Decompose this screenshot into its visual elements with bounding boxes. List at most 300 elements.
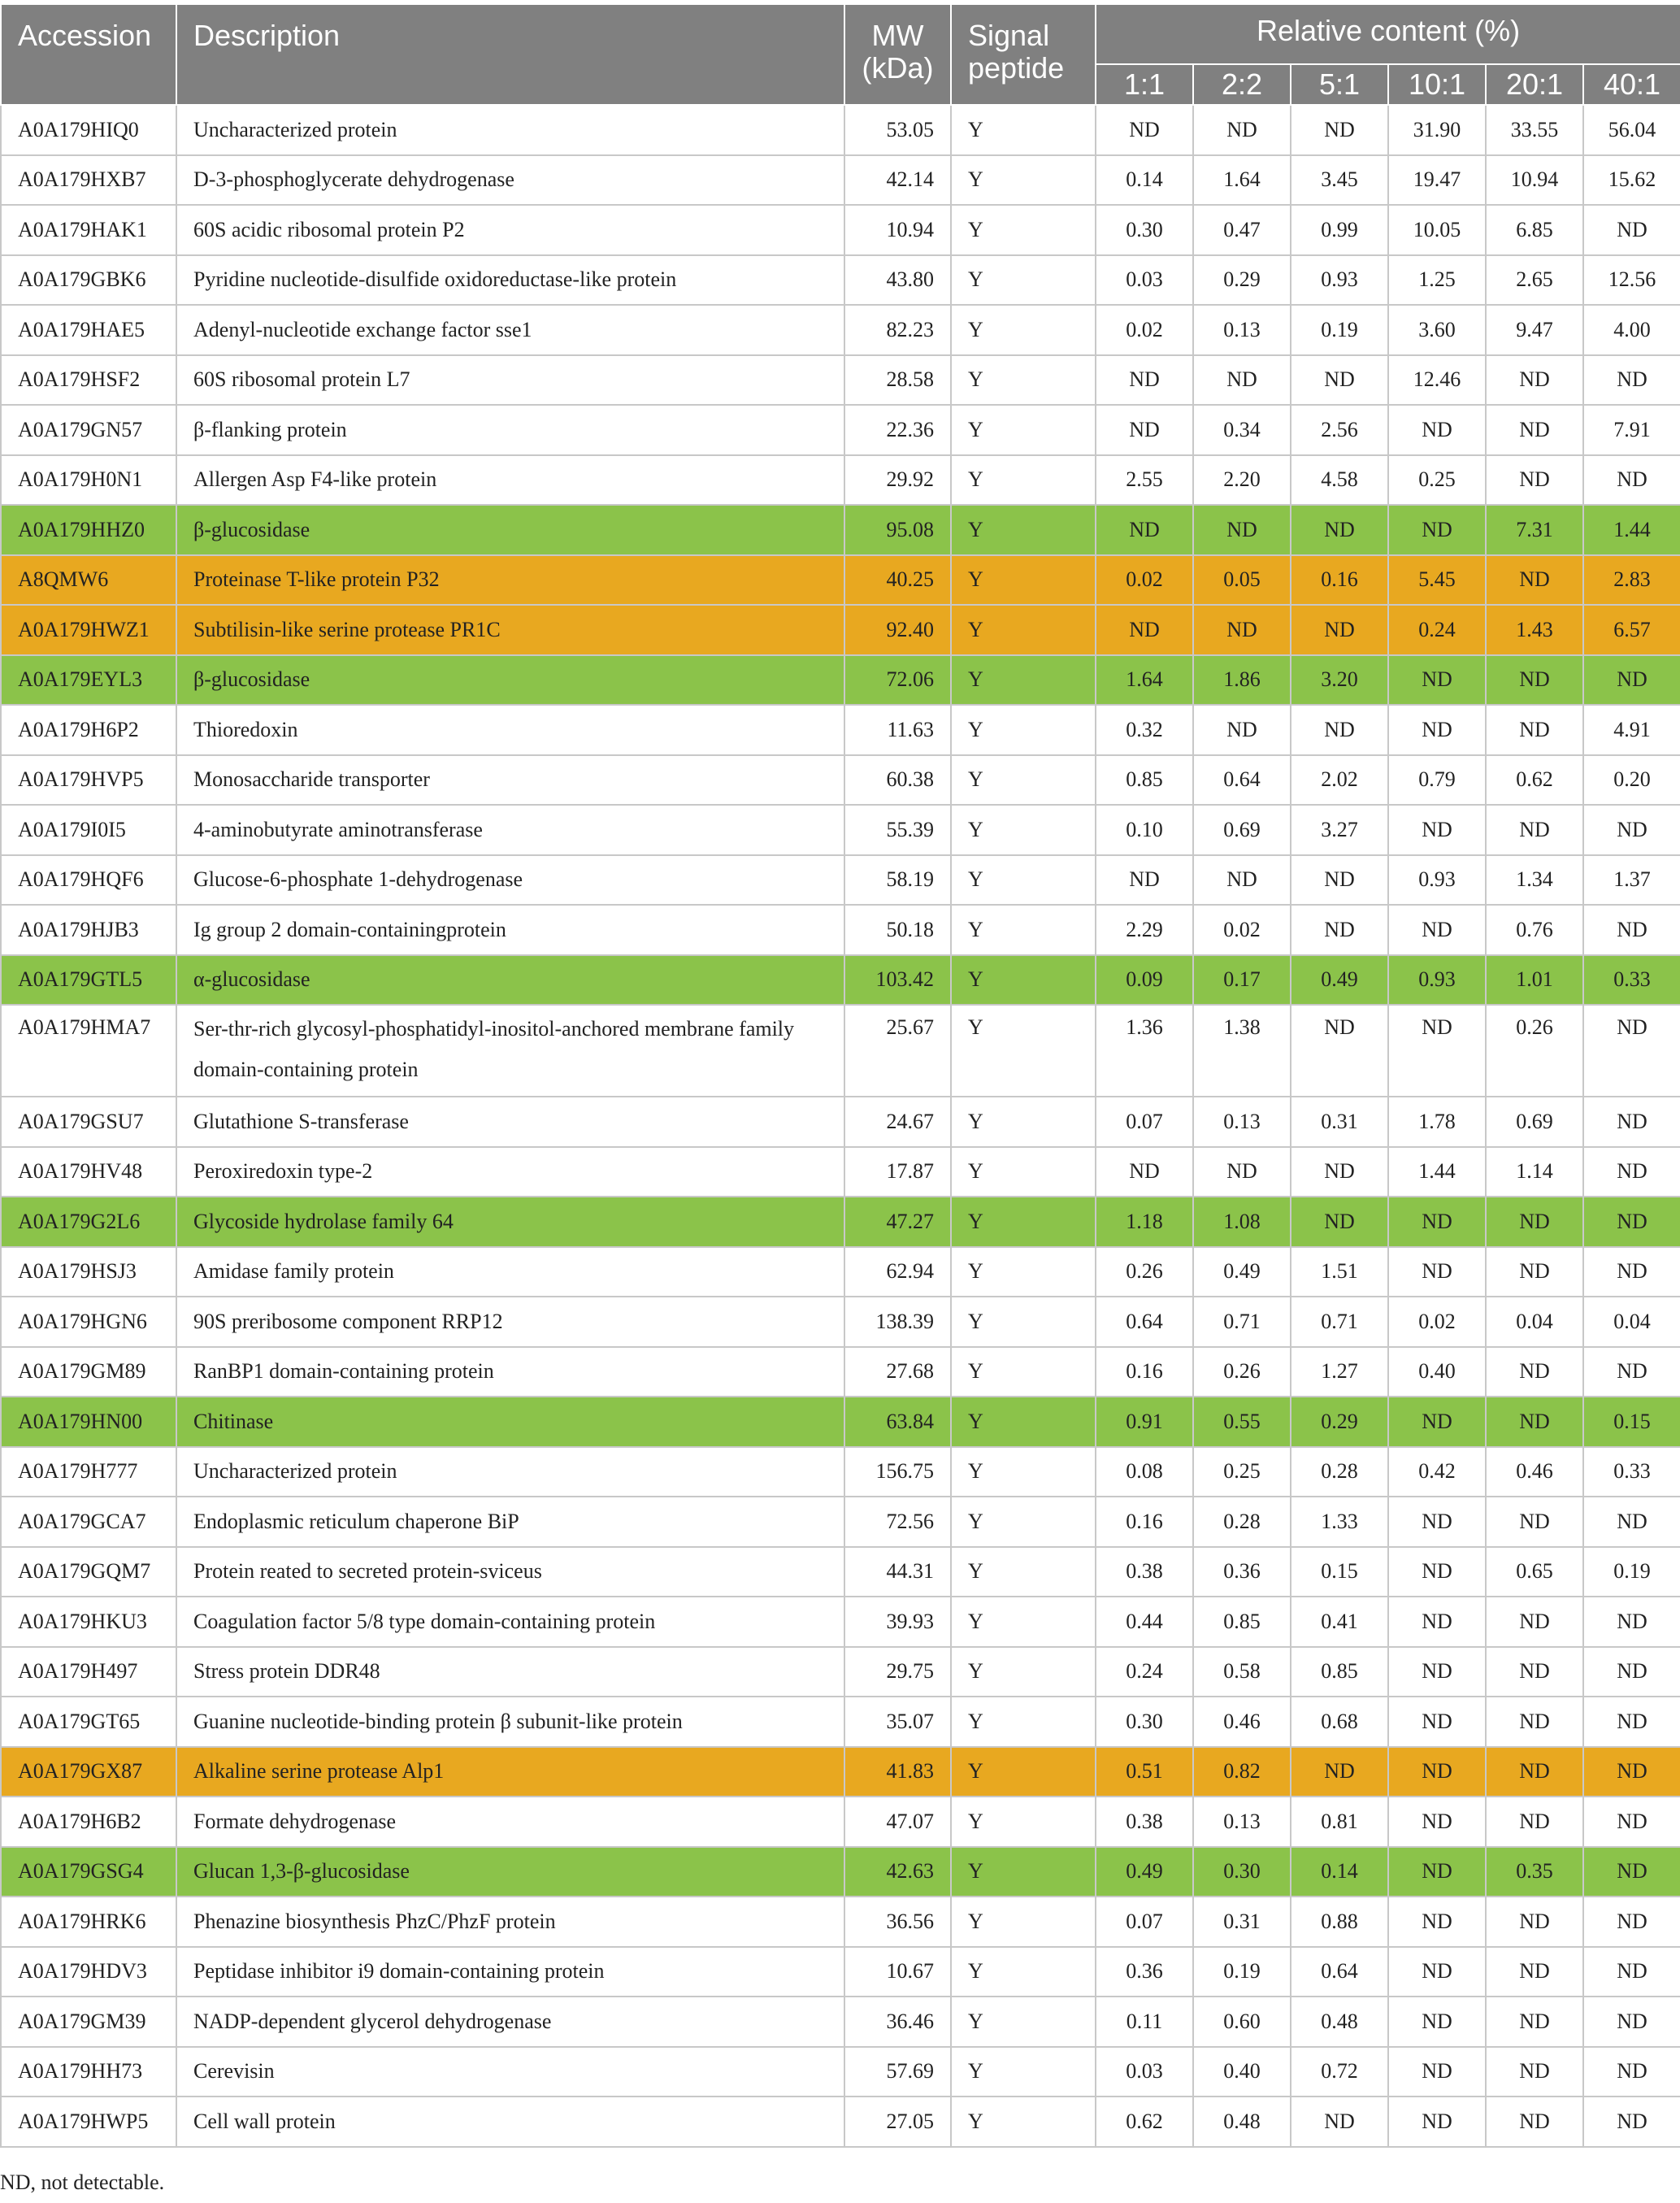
cell-relative-content: ND (1583, 1497, 1680, 1547)
cell-mw: 29.75 (844, 1647, 951, 1697)
cell-mw: 36.46 (844, 1997, 951, 2047)
cell-relative-content: 0.93 (1388, 855, 1486, 906)
cell-relative-content: 0.41 (1291, 1597, 1388, 1647)
cell-relative-content: 0.29 (1193, 255, 1291, 306)
cell-accession: A0A179H497 (1, 1647, 176, 1697)
cell-relative-content: 0.30 (1193, 1847, 1291, 1897)
cell-relative-content: 0.02 (1193, 905, 1291, 955)
cell-accession: A0A179G2L6 (1, 1197, 176, 1247)
cell-relative-content: 0.02 (1096, 555, 1193, 606)
cell-accession: A0A179GM39 (1, 1997, 176, 2047)
table-row (1, 455, 1680, 506)
cell-relative-content: ND (1291, 1747, 1388, 1797)
cell-relative-content: ND (1583, 1247, 1680, 1297)
cell-mw: 47.07 (844, 1797, 951, 1847)
cell-relative-content: ND (1583, 1347, 1680, 1397)
cell-mw: 138.39 (844, 1297, 951, 1347)
cell-signal-peptide: Y (951, 105, 1096, 155)
cell-relative-content: ND (1486, 1747, 1583, 1797)
cell-mw: 82.23 (844, 305, 951, 355)
cell-relative-content: ND (1583, 1005, 1680, 1097)
cell-relative-content: 1.51 (1291, 1247, 1388, 1297)
cell-relative-content: 4.58 (1291, 455, 1388, 506)
cell-relative-content: ND (1388, 2047, 1486, 2097)
cell-accession: A0A179HH73 (1, 2047, 176, 2097)
cell-signal-peptide: Y (951, 205, 1096, 255)
cell-relative-content: 7.31 (1486, 505, 1583, 555)
header-ratio: 2:2 (1193, 64, 1291, 105)
table-row (1, 1947, 1680, 1997)
cell-relative-content: ND (1583, 355, 1680, 406)
cell-relative-content: ND (1096, 405, 1193, 455)
cell-relative-content: 0.93 (1291, 255, 1388, 306)
cell-relative-content: ND (1291, 105, 1388, 155)
cell-mw: 39.93 (844, 1597, 951, 1647)
cell-relative-content: ND (1193, 855, 1291, 906)
cell-relative-content: ND (1291, 905, 1388, 955)
cell-description: 60S ribosomal protein L7 (176, 355, 844, 406)
cell-relative-content: 0.69 (1486, 1097, 1583, 1147)
cell-relative-content: 1.78 (1388, 1097, 1486, 1147)
cell-relative-content: 56.04 (1583, 105, 1680, 155)
cell-signal-peptide: Y (951, 1747, 1096, 1797)
cell-mw: 28.58 (844, 355, 951, 406)
cell-description: Guanine nucleotide-binding protein β subunit-like protein (176, 1697, 844, 1747)
cell-relative-content: 1.64 (1096, 655, 1193, 706)
cell-relative-content: ND (1583, 1697, 1680, 1747)
cell-relative-content: 6.57 (1583, 605, 1680, 655)
table-row (1, 1547, 1680, 1597)
cell-relative-content: 0.76 (1486, 905, 1583, 955)
header-accession: Accession (1, 4, 176, 105)
cell-relative-content: ND (1583, 2047, 1680, 2097)
cell-relative-content: 1.01 (1486, 955, 1583, 1006)
cell-relative-content: ND (1486, 1497, 1583, 1547)
cell-relative-content: ND (1486, 1597, 1583, 1647)
cell-signal-peptide: Y (951, 2047, 1096, 2097)
cell-description: Subtilisin-like serine protease PR1C (176, 605, 844, 655)
cell-relative-content: 3.20 (1291, 655, 1388, 706)
cell-accession: A0A179EYL3 (1, 655, 176, 706)
cell-relative-content: 0.62 (1096, 2097, 1193, 2147)
cell-relative-content: 0.38 (1096, 1547, 1193, 1597)
table-row (1, 1347, 1680, 1397)
cell-relative-content: 0.11 (1096, 1997, 1193, 2047)
cell-accession: A0A179HDV3 (1, 1947, 176, 1997)
cell-relative-content: ND (1486, 1947, 1583, 1997)
cell-description: Cerevisin (176, 2047, 844, 2097)
cell-description: Amidase family protein (176, 1247, 844, 1297)
cell-relative-content: ND (1583, 1197, 1680, 1247)
cell-accession: A0A179HMA7 (1, 1005, 176, 1097)
cell-accession: A0A179GSG4 (1, 1847, 176, 1897)
cell-description: Glucose-6-phosphate 1-dehydrogenase (176, 855, 844, 906)
cell-mw: 92.40 (844, 605, 951, 655)
cell-relative-content: 0.31 (1193, 1897, 1291, 1947)
cell-signal-peptide: Y (951, 1147, 1096, 1197)
cell-mw: 62.94 (844, 1247, 951, 1297)
cell-signal-peptide: Y (951, 955, 1096, 1006)
cell-relative-content: 5.45 (1388, 555, 1486, 606)
cell-accession: A0A179H6B2 (1, 1797, 176, 1847)
table-row (1, 1847, 1680, 1897)
cell-relative-content: ND (1388, 2097, 1486, 2147)
cell-relative-content: 0.99 (1291, 205, 1388, 255)
cell-relative-content: 0.46 (1193, 1697, 1291, 1747)
protein-table (0, 3, 1680, 2148)
cell-relative-content: 0.44 (1096, 1597, 1193, 1647)
cell-signal-peptide: Y (951, 305, 1096, 355)
cell-mw: 36.56 (844, 1897, 951, 1947)
cell-relative-content: ND (1486, 1897, 1583, 1947)
cell-mw: 95.08 (844, 505, 951, 555)
cell-signal-peptide: Y (951, 855, 1096, 906)
table-footnote: ND, not detectable. (0, 2170, 165, 2194)
protein-table-container (0, 3, 1680, 2148)
header-ratio: 20:1 (1486, 64, 1583, 105)
cell-description: Proteinase T-like protein P32 (176, 555, 844, 606)
cell-mw: 27.68 (844, 1347, 951, 1397)
cell-signal-peptide: Y (951, 1447, 1096, 1497)
cell-relative-content: 1.27 (1291, 1347, 1388, 1397)
cell-relative-content: 0.85 (1096, 755, 1193, 806)
cell-relative-content: 0.36 (1096, 1947, 1193, 1997)
cell-description: Pyridine nucleotide-disulfide oxidoreductase-like protein (176, 255, 844, 306)
cell-relative-content: ND (1388, 1647, 1486, 1697)
cell-signal-peptide: Y (951, 1947, 1096, 1997)
cell-accession: A0A179GX87 (1, 1747, 176, 1797)
cell-mw: 103.42 (844, 955, 951, 1006)
cell-relative-content: 0.25 (1388, 455, 1486, 506)
cell-relative-content: ND (1583, 1847, 1680, 1897)
cell-description: D-3-phosphoglycerate dehydrogenase (176, 155, 844, 206)
cell-relative-content: 0.32 (1096, 705, 1193, 755)
table-row (1, 555, 1680, 606)
cell-relative-content: 1.36 (1096, 1005, 1193, 1097)
cell-relative-content: 0.30 (1096, 1697, 1193, 1747)
cell-relative-content: ND (1193, 1147, 1291, 1197)
cell-relative-content: ND (1486, 805, 1583, 855)
cell-relative-content: 1.86 (1193, 655, 1291, 706)
cell-relative-content: 1.14 (1486, 1147, 1583, 1197)
cell-relative-content: 0.29 (1291, 1397, 1388, 1447)
cell-mw: 11.63 (844, 705, 951, 755)
cell-relative-content: 0.33 (1583, 955, 1680, 1006)
cell-relative-content: 0.24 (1096, 1647, 1193, 1697)
cell-relative-content: 1.33 (1291, 1497, 1388, 1547)
cell-description: α-glucosidase (176, 955, 844, 1006)
cell-signal-peptide: Y (951, 1397, 1096, 1447)
cell-description: Protein reated to secreted protein-sviceus (176, 1547, 844, 1597)
cell-accession: A0A179HRK6 (1, 1897, 176, 1947)
cell-description: Coagulation factor 5/8 type domain-containing protein (176, 1597, 844, 1647)
cell-relative-content: 0.42 (1388, 1447, 1486, 1497)
cell-relative-content: ND (1583, 455, 1680, 506)
cell-relative-content: 2.56 (1291, 405, 1388, 455)
cell-relative-content: ND (1193, 105, 1291, 155)
cell-accession: A0A179HHZ0 (1, 505, 176, 555)
cell-description: Uncharacterized protein (176, 1447, 844, 1497)
cell-relative-content: ND (1193, 705, 1291, 755)
cell-mw: 50.18 (844, 905, 951, 955)
cell-accession: A0A179HAK1 (1, 205, 176, 255)
table-row (1, 955, 1680, 1006)
cell-relative-content: ND (1486, 1997, 1583, 2047)
cell-relative-content: ND (1388, 805, 1486, 855)
cell-relative-content: 0.15 (1583, 1397, 1680, 1447)
cell-relative-content: 0.46 (1486, 1447, 1583, 1497)
cell-relative-content: ND (1583, 1747, 1680, 1797)
cell-relative-content: 3.60 (1388, 305, 1486, 355)
cell-relative-content: 2.02 (1291, 755, 1388, 806)
table-body (1, 105, 1680, 2147)
cell-relative-content: 0.03 (1096, 2047, 1193, 2097)
cell-relative-content: 0.65 (1486, 1547, 1583, 1597)
cell-relative-content: 0.10 (1096, 805, 1193, 855)
cell-signal-peptide: Y (951, 1497, 1096, 1547)
cell-accession: A0A179HQF6 (1, 855, 176, 906)
table-row (1, 755, 1680, 806)
table-row (1, 605, 1680, 655)
cell-mw: 53.05 (844, 105, 951, 155)
cell-relative-content: 0.69 (1193, 805, 1291, 855)
cell-description: Stress protein DDR48 (176, 1647, 844, 1697)
table-row (1, 1747, 1680, 1797)
cell-relative-content: 2.83 (1583, 555, 1680, 606)
cell-relative-content: ND (1193, 355, 1291, 406)
cell-signal-peptide: Y (951, 805, 1096, 855)
cell-relative-content: ND (1388, 1547, 1486, 1597)
cell-relative-content: 0.07 (1096, 1097, 1193, 1147)
cell-mw: 40.25 (844, 555, 951, 606)
cell-relative-content: 1.08 (1193, 1197, 1291, 1247)
cell-relative-content: ND (1486, 405, 1583, 455)
cell-mw: 156.75 (844, 1447, 951, 1497)
cell-relative-content: ND (1388, 1397, 1486, 1447)
header-ratio: 5:1 (1291, 64, 1388, 105)
table-row (1, 205, 1680, 255)
cell-mw: 43.80 (844, 255, 951, 306)
cell-relative-content: ND (1388, 1897, 1486, 1947)
cell-relative-content: 0.85 (1291, 1647, 1388, 1697)
cell-signal-peptide: Y (951, 1797, 1096, 1847)
cell-relative-content: ND (1291, 1147, 1388, 1197)
cell-accession: A0A179GQM7 (1, 1547, 176, 1597)
cell-description: Thioredoxin (176, 705, 844, 755)
cell-relative-content: 1.34 (1486, 855, 1583, 906)
cell-description: Glutathione S-transferase (176, 1097, 844, 1147)
cell-relative-content: 12.56 (1583, 255, 1680, 306)
cell-relative-content: ND (1388, 405, 1486, 455)
table-row (1, 805, 1680, 855)
cell-relative-content: ND (1583, 1597, 1680, 1647)
cell-description: Ser-thr-rich glycosyl-phosphatidyl-inositol-anchored membrane family domain-containing protein (176, 1005, 844, 1097)
cell-relative-content: ND (1291, 605, 1388, 655)
header-ratio: 40:1 (1583, 64, 1680, 105)
cell-description: 60S acidic ribosomal protein P2 (176, 205, 844, 255)
cell-relative-content: 0.40 (1388, 1347, 1486, 1397)
header-signal-peptide: Signal peptide (951, 4, 1096, 105)
cell-relative-content: 0.08 (1096, 1447, 1193, 1497)
cell-relative-content: 0.64 (1291, 1947, 1388, 1997)
cell-relative-content: 0.82 (1193, 1747, 1291, 1797)
cell-relative-content: 0.24 (1388, 605, 1486, 655)
cell-accession: A0A179HAE5 (1, 305, 176, 355)
cell-relative-content: ND (1291, 705, 1388, 755)
cell-relative-content: 0.48 (1291, 1997, 1388, 2047)
cell-relative-content: ND (1388, 1197, 1486, 1247)
cell-relative-content: ND (1388, 1847, 1486, 1897)
cell-accession: A0A179GM89 (1, 1347, 176, 1397)
table-row (1, 1897, 1680, 1947)
cell-relative-content: 0.15 (1291, 1547, 1388, 1597)
cell-relative-content: ND (1096, 605, 1193, 655)
cell-signal-peptide: Y (951, 1547, 1096, 1597)
cell-relative-content: ND (1486, 1397, 1583, 1447)
cell-relative-content: 0.49 (1291, 955, 1388, 1006)
header-description: Description (176, 4, 844, 105)
cell-relative-content: ND (1388, 1597, 1486, 1647)
cell-relative-content: ND (1388, 1997, 1486, 2047)
cell-description: Peptidase inhibitor i9 domain-containing protein (176, 1947, 844, 1997)
cell-description: Endoplasmic reticulum chaperone BiP (176, 1497, 844, 1547)
cell-mw: 47.27 (844, 1197, 951, 1247)
cell-relative-content: ND (1291, 855, 1388, 906)
cell-relative-content: ND (1388, 1247, 1486, 1297)
cell-relative-content: 0.26 (1096, 1247, 1193, 1297)
cell-mw: 22.36 (844, 405, 951, 455)
cell-relative-content: 0.72 (1291, 2047, 1388, 2097)
cell-accession: A0A179GN57 (1, 405, 176, 455)
cell-accession: A0A179H0N1 (1, 455, 176, 506)
cell-signal-peptide: Y (951, 1297, 1096, 1347)
cell-relative-content: ND (1388, 655, 1486, 706)
cell-description: β-glucosidase (176, 655, 844, 706)
cell-relative-content: ND (1583, 805, 1680, 855)
cell-signal-peptide: Y (951, 1897, 1096, 1947)
table-row (1, 1797, 1680, 1847)
cell-relative-content: 1.43 (1486, 605, 1583, 655)
table-row (1, 505, 1680, 555)
cell-relative-content: ND (1291, 505, 1388, 555)
cell-relative-content: ND (1583, 1897, 1680, 1947)
cell-relative-content: 2.55 (1096, 455, 1193, 506)
cell-relative-content: 15.62 (1583, 155, 1680, 206)
cell-signal-peptide: Y (951, 1597, 1096, 1647)
cell-mw: 10.94 (844, 205, 951, 255)
cell-relative-content: 0.62 (1486, 755, 1583, 806)
cell-description: Alkaline serine protease Alp1 (176, 1747, 844, 1797)
cell-relative-content: ND (1583, 2097, 1680, 2147)
cell-description: NADP-dependent glycerol dehydrogenase (176, 1997, 844, 2047)
cell-mw: 24.67 (844, 1097, 951, 1147)
cell-relative-content: ND (1486, 1797, 1583, 1847)
cell-mw: 63.84 (844, 1397, 951, 1447)
cell-mw: 44.31 (844, 1547, 951, 1597)
cell-mw: 72.06 (844, 655, 951, 706)
cell-relative-content: 0.71 (1193, 1297, 1291, 1347)
cell-relative-content: 0.30 (1096, 205, 1193, 255)
cell-mw: 42.14 (844, 155, 951, 206)
cell-relative-content: 0.17 (1193, 955, 1291, 1006)
cell-relative-content: 0.14 (1291, 1847, 1388, 1897)
cell-signal-peptide: Y (951, 1197, 1096, 1247)
cell-description: Cell wall protein (176, 2097, 844, 2147)
cell-mw: 35.07 (844, 1697, 951, 1747)
cell-relative-content: ND (1486, 1647, 1583, 1697)
cell-relative-content: ND (1096, 505, 1193, 555)
cell-accession: A0A179HKU3 (1, 1597, 176, 1647)
cell-signal-peptide: Y (951, 705, 1096, 755)
cell-mw: 42.63 (844, 1847, 951, 1897)
cell-mw: 57.69 (844, 2047, 951, 2097)
cell-relative-content: 0.07 (1096, 1897, 1193, 1947)
table-row (1, 355, 1680, 406)
cell-relative-content: 33.55 (1486, 105, 1583, 155)
cell-relative-content: ND (1291, 1197, 1388, 1247)
cell-relative-content: ND (1583, 1797, 1680, 1847)
cell-signal-peptide: Y (951, 1005, 1096, 1097)
cell-signal-peptide: Y (951, 1347, 1096, 1397)
cell-mw: 60.38 (844, 755, 951, 806)
cell-relative-content: 3.45 (1291, 155, 1388, 206)
cell-relative-content: ND (1486, 1197, 1583, 1247)
cell-relative-content: 0.02 (1096, 305, 1193, 355)
cell-mw: 41.83 (844, 1747, 951, 1797)
table-row (1, 655, 1680, 706)
cell-signal-peptide: Y (951, 1647, 1096, 1697)
cell-relative-content: 9.47 (1486, 305, 1583, 355)
cell-description: Formate dehydrogenase (176, 1797, 844, 1847)
cell-relative-content: 0.55 (1193, 1397, 1291, 1447)
cell-relative-content: 1.64 (1193, 155, 1291, 206)
cell-relative-content: 0.14 (1096, 155, 1193, 206)
cell-relative-content: ND (1486, 655, 1583, 706)
cell-relative-content: ND (1486, 455, 1583, 506)
cell-relative-content: 0.91 (1096, 1397, 1193, 1447)
header-ratio: 1:1 (1096, 64, 1193, 105)
cell-signal-peptide: Y (951, 755, 1096, 806)
header-relative-content: Relative content (%) (1096, 4, 1680, 64)
cell-relative-content: 0.40 (1193, 2047, 1291, 2097)
cell-relative-content: 2.29 (1096, 905, 1193, 955)
cell-description: β-glucosidase (176, 505, 844, 555)
cell-relative-content: ND (1096, 855, 1193, 906)
cell-relative-content: 0.51 (1096, 1747, 1193, 1797)
cell-relative-content: ND (1486, 555, 1583, 606)
cell-relative-content: ND (1583, 655, 1680, 706)
cell-relative-content: ND (1583, 205, 1680, 255)
cell-accession: A0A179HJB3 (1, 905, 176, 955)
cell-relative-content: ND (1291, 1005, 1388, 1097)
table-row (1, 1997, 1680, 2047)
cell-description: Chitinase (176, 1397, 844, 1447)
table-row (1, 305, 1680, 355)
cell-relative-content: 1.18 (1096, 1197, 1193, 1247)
cell-signal-peptide: Y (951, 1997, 1096, 2047)
header-ratio: 10:1 (1388, 64, 1486, 105)
cell-mw: 10.67 (844, 1947, 951, 1997)
cell-relative-content: 0.16 (1096, 1347, 1193, 1397)
cell-signal-peptide: Y (951, 1097, 1096, 1147)
cell-relative-content: 31.90 (1388, 105, 1486, 155)
cell-relative-content: ND (1486, 2097, 1583, 2147)
cell-accession: A0A179HGN6 (1, 1297, 176, 1347)
table-row (1, 1597, 1680, 1647)
cell-relative-content: 0.16 (1096, 1497, 1193, 1547)
cell-relative-content: ND (1096, 1147, 1193, 1197)
cell-relative-content: 0.28 (1193, 1497, 1291, 1547)
